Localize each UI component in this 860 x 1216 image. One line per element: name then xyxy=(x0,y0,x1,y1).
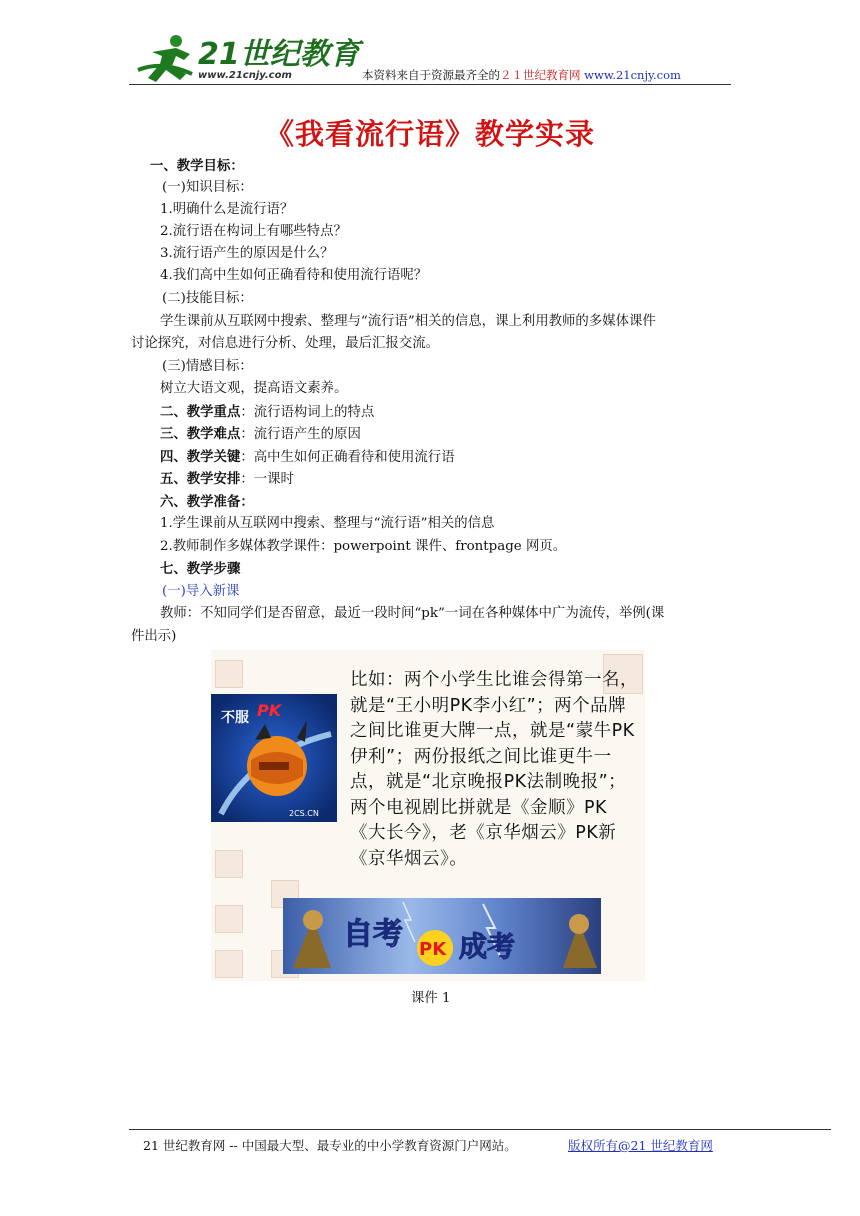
paragraph-line: 树立大语文观，提高语文素养。 xyxy=(160,381,348,396)
header-notice xyxy=(362,67,681,83)
section-label: 五、教学安排 xyxy=(160,471,241,487)
header-divider xyxy=(129,84,731,85)
section-heading-steps: 七、教学步骤 xyxy=(160,561,241,577)
runner-logo-icon xyxy=(138,35,192,82)
decor-stamp xyxy=(215,950,243,978)
section-key xyxy=(160,448,455,467)
pk-badge-image xyxy=(211,694,337,822)
subheading-emotion: (三)情感目标： xyxy=(162,359,253,374)
decor-stamp xyxy=(215,905,243,933)
courseware-image xyxy=(211,650,645,981)
svg-text:不服: 不服 xyxy=(221,710,249,726)
decor-stamp xyxy=(215,850,243,878)
svg-text:PK: PK xyxy=(257,701,282,720)
paragraph-line: 学生课前从互联网中搜索、整理与“流行语”相关的信息，课上利用教师的多媒体课件 xyxy=(160,314,656,329)
list-item: 2.教师制作多媒体教学课件：powerpoint 课件、frontpage 网页。 xyxy=(160,539,567,554)
list-item: 2.流行语在构词上有哪些特点？ xyxy=(160,224,347,239)
section-heading-objectives: 一、教学目标： xyxy=(150,158,244,174)
section-label: 二、教学重点 xyxy=(160,404,241,420)
logo-url: www.21cnjy.com xyxy=(198,70,292,81)
svg-text:2CS.CN: 2CS.CN xyxy=(289,809,319,818)
list-item: 1.学生课前从互联网中搜索、整理与“流行语”相关的信息 xyxy=(160,516,495,531)
footer-copyright-link[interactable]: 版权所有@21 世纪教育网 xyxy=(568,1138,713,1153)
site-logo xyxy=(132,30,360,88)
exam-banner-image xyxy=(283,898,601,974)
banner-left-label: 自考 xyxy=(343,917,403,952)
section-schedule xyxy=(160,470,294,489)
section-label: 四、教学关键 xyxy=(160,449,241,465)
subheading-skills: (二)技能目标： xyxy=(162,291,253,306)
figure-caption: 课件 1 xyxy=(411,991,451,1006)
logo-wordmark: 21世纪教育 xyxy=(198,37,360,72)
section-value: ：流行语构词上的特点 xyxy=(240,405,375,420)
decor-stamp xyxy=(215,660,243,688)
paragraph-line: 件出示) xyxy=(131,629,177,644)
page-title: 《我看流行语》教学实录 xyxy=(264,117,595,151)
section-label: 三、教学难点 xyxy=(160,426,241,442)
header-notice-site[interactable]: ２１世纪教育网 xyxy=(500,68,581,82)
section-key-points xyxy=(160,403,374,422)
header-notice-url[interactable]: www.21cnjy.com xyxy=(584,68,681,82)
paragraph-line: 教师：不知同学们是否留意，最近一段时间“pk”一词在各种媒体中广为流传，举例(课 xyxy=(160,606,665,621)
section-value: ：一课时 xyxy=(240,472,294,487)
banner-right-label: 成考 xyxy=(459,930,516,963)
list-item: 3.流行语产生的原因是什么？ xyxy=(160,246,334,261)
section-value: ：流行语产生的原因 xyxy=(240,427,361,442)
list-item: 1.明确什么是流行语？ xyxy=(160,202,294,217)
banner-pk-label: PK xyxy=(419,939,447,960)
paragraph-line: 讨论探究，对信息进行分析、处理，最后汇报交流。 xyxy=(131,336,439,351)
footer-divider xyxy=(129,1129,831,1130)
footer-text: 21 世纪教育网 -- 中国最大型、最专业的中小学教育资源门户网站。 xyxy=(143,1138,517,1153)
section-difficulties xyxy=(160,425,361,444)
header-notice-prefix: 本资料来自于资源最齐全的 xyxy=(362,68,500,82)
subheading-intro-link[interactable]: (一)导入新课 xyxy=(162,584,240,599)
courseware-text: 比如：两个小学生比谁会得第一名，就是“王小明PK李小红”；两个品牌之间比谁更大牌一点，就是“蒙牛PK伊利”；两份报纸之间比谁更牛一点，就是“北京晚报PK法制晚报”；两个电视剧比拼就是《金顺》PK《大长今》，老《京华烟云》PK新《京华烟云》。 xyxy=(350,670,638,869)
section-value: ：高中生如何正确看待和使用流行语 xyxy=(240,450,455,465)
section-heading-preparation: 六、教学准备： xyxy=(160,494,254,510)
list-item: 4.我们高中生如何正确看待和使用流行语呢？ xyxy=(160,268,428,283)
subheading-knowledge: (一)知识目标： xyxy=(162,180,253,195)
